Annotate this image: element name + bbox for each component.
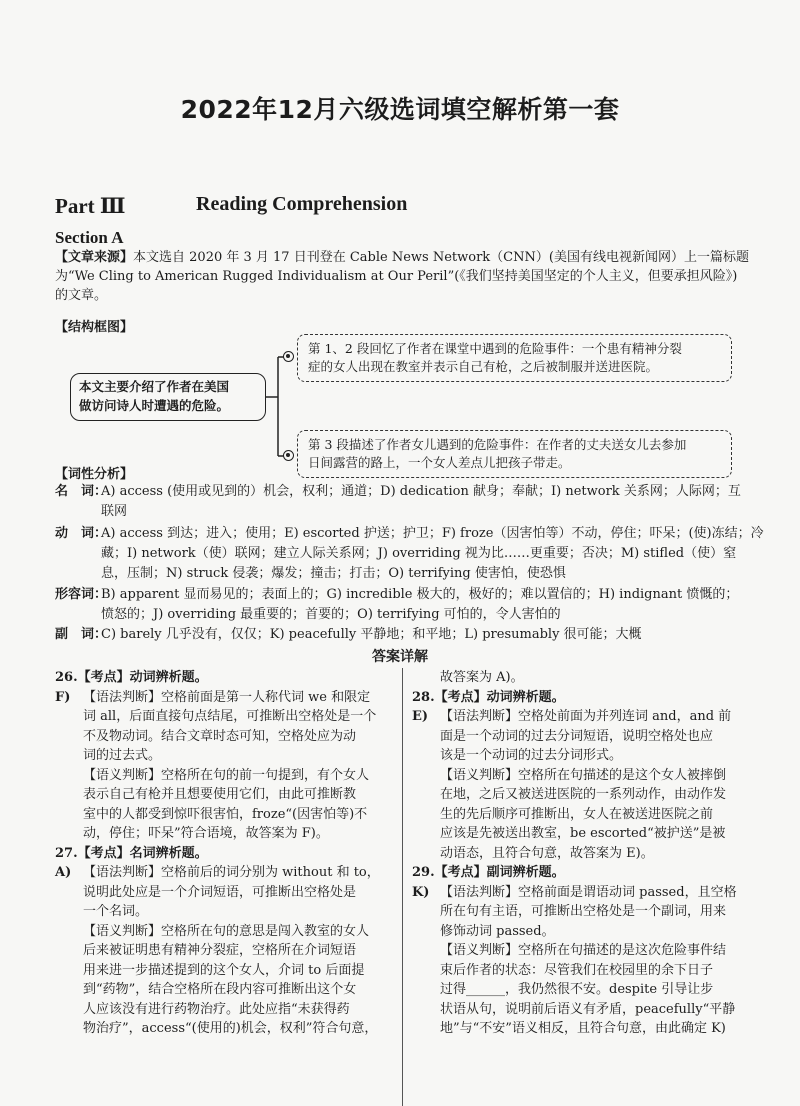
pos-adv	[55, 625, 775, 645]
pos-noun	[55, 482, 775, 522]
q29-head: 29.【考点】副词辨析题。	[412, 865, 565, 880]
q27-line: 人应该没有进行药物治疗。此处应指“未获得药	[83, 1001, 350, 1017]
box2-line-1: 第 3 段描述了作者女儿遇到的危险事件：在作者的丈夫送女儿去参加	[308, 437, 687, 452]
q27-end: 故答案为 A)。	[440, 670, 524, 685]
pos-adv-key: 副 词：	[55, 627, 108, 642]
pos-adj-line: B) apparent 显而易见的；表面上的；G) incredible 极大的，极好的；难以置信的；H) indignant 愤慨的；	[101, 587, 739, 602]
box2-line-2: 日间露营的路上，一个女人差点儿把孩子带走。	[308, 455, 571, 470]
q29-answer: K)	[412, 884, 430, 900]
q27-line: 用来进一步描述提到的这个女人，介词 to 后面提	[83, 962, 365, 978]
pos-verb-line: 息，压制；N) struck 侵袭；爆发；撞击；打击；O) terrifying 使害怕，使恐惧	[101, 566, 566, 581]
q26-line: 表示自己有枪并且想要使用它们，由此可推断教	[83, 787, 357, 802]
pos-verb-key: 动 词：	[55, 526, 108, 541]
q28-line: 【语法判断】空格处前面为并列连词 and，and 前	[440, 709, 732, 724]
q28-text	[440, 707, 731, 863]
q27-answer: A)	[55, 865, 72, 880]
pos-tag: 【词性分析】	[55, 467, 134, 482]
pos-adj-key: 形容词：	[55, 587, 108, 602]
q27-line: 一个名词。	[83, 904, 149, 919]
part-label: Part Ⅲ	[55, 194, 126, 218]
q26-line: 室中的人都受到惊吓很害怕，froze“(因害怕等)不	[83, 806, 368, 822]
source-line-1	[55, 248, 755, 267]
q26-answer: F)	[55, 689, 71, 705]
part-name: Reading Comprehension	[196, 193, 408, 215]
answers-heading: 答案详解	[372, 649, 428, 665]
pos-noun-line: 联网	[101, 504, 128, 519]
pos-noun-line: A) access (使用或见到的）机会，权利；通道；D) dedication 献身；奉献；I) network 关系网；人际网；互	[101, 484, 741, 499]
q29-line: 过得______，我仍然很不安。despite 引导让步	[440, 982, 714, 997]
q29-line: 修饰动词 passed。	[440, 923, 555, 939]
q29-line: 【语义判断】空格所在句描述的是这次危险事件结	[440, 943, 727, 958]
q29-body	[412, 883, 757, 1039]
pos-adj-text	[101, 585, 773, 625]
q28-line: 面是一个动词的过去分词短语，说明空格处也应	[440, 728, 714, 744]
q27-line: 【语法判断】空格前后的词分别为 without 和 to，	[83, 865, 380, 880]
bullet-icon	[283, 351, 294, 362]
q28-answer: E)	[412, 709, 429, 724]
pos-verb-text	[101, 524, 773, 584]
q26-line: 词的过去式。	[83, 748, 162, 763]
right-column	[412, 668, 757, 1039]
q29-line: 束后作者的状态：尽管我们在校园里的余下日子	[440, 962, 714, 978]
q28-body	[412, 707, 757, 863]
structure-tag: 【结构框图】	[55, 320, 134, 335]
pos-verb	[55, 524, 775, 584]
q28-line: 在地，之后又被送进医院的一系列动作，由动作发	[440, 787, 727, 802]
pos-verb-line: A) access 到达；进入；使用；E) escorted 护送；护卫；F) froze（因害怕等）不动，停住；吓呆；(使)冻结；冷	[101, 526, 764, 541]
q28-head: 28.【考点】动词辨析题。	[412, 689, 565, 705]
source-tag: 【文章来源】	[55, 250, 134, 265]
q28-line: 应该是先被送出教室，be escorted“被护送”是被	[440, 826, 726, 841]
source-line-2: 为“We Cling to American Rugged Individualism at Our Peril”(《我们坚持美国坚定的个人主义，但要承担风险》)	[55, 269, 738, 284]
q26-line: 动，停住；吓呆”符合语境，故答案为 F)。	[83, 826, 329, 841]
q26-line: 不及物动词。结合文章时态可知，空格处应为动	[83, 728, 357, 744]
source-line-3: 的文章。	[55, 288, 108, 303]
section-label: Section A	[55, 228, 124, 247]
q27-body	[55, 863, 395, 1039]
page-title: 2022年12月六级选词填空解析第一套	[180, 95, 620, 124]
q26-text	[83, 688, 376, 844]
left-column	[55, 668, 395, 1039]
q27-line: 后来被证明患有精神分裂症，空格所在介词短语	[83, 943, 357, 958]
pos-adv-line: C) barely 几乎没有，仅仅；K) peacefully 平静地；和平地；L) presumably 很可能；大概	[101, 627, 642, 642]
q27-line: 说明此处应是一个介词短语，可推断出空格处是	[83, 884, 357, 900]
box1-line-1: 第 1、2 段回忆了作者在课堂中遇到的危险事件：一个患有精神分裂	[308, 341, 682, 356]
q29-line: 地”与“不安”语义相反，且符合句意，由此确定 K)	[440, 1021, 726, 1036]
q27-line: 到“药物”，结合空格所在段内容可推断出这个女	[83, 982, 357, 997]
q26-line: 词 all，后面直接句点结尾，可推断出空格处是一个	[83, 709, 377, 724]
q28-line: 生的先后顺序可推断出，女人在被送进医院之前	[440, 806, 714, 822]
q27-text	[83, 863, 380, 1039]
structure-box-1	[297, 334, 732, 382]
q27-line: 【语义判断】空格所在句的意思是闯入教室的女人	[83, 923, 370, 939]
center-line-2: 做访问诗人时遭遇的危险。	[79, 398, 230, 413]
q28-line: 该是一个动词的过去分词形式。	[440, 748, 623, 763]
structure-box-2	[297, 430, 732, 478]
bullet-icon	[283, 450, 294, 461]
source-text-1: 本文选自 2020 年 3 月 17 日刊登在 Cable News Network（CNN）(美国有线电视新闻网）上一篇标题	[133, 250, 749, 265]
box1-line-2: 症的女人出现在教室并表示自己有枪，之后被制服并送进医院。	[308, 359, 659, 374]
pos-noun-text	[101, 482, 773, 522]
q29-line: 【语法判断】空格前面是谓语动词 passed，且空格	[440, 884, 737, 900]
pos-adv-text	[101, 625, 773, 645]
q27-line: 物治疗”，access“(使用的)机会，权利”符合句意，	[83, 1021, 378, 1036]
pos-verb-line: 藏；I) network（使）联网；建立人际关系网；J) overriding 视为比……更重要；否决；M) stifled（使）窒	[101, 546, 737, 561]
q28-line: 【语义判断】空格所在句描述的是这个女人被摔倒	[440, 767, 727, 783]
center-line-1: 本文主要介绍了作者在美国	[79, 379, 230, 394]
pos-noun-key: 名 词：	[55, 484, 108, 499]
column-divider	[402, 668, 403, 1106]
pos-adj	[55, 585, 775, 625]
q29-text	[440, 883, 737, 1039]
structure-center-box	[70, 373, 266, 421]
q26-body	[55, 688, 395, 844]
q28-line: 动语态，且符合句意，故答案为 E)。	[440, 845, 654, 861]
q26-line: 【语法判断】空格前面是第一人称代词 we 和限定	[83, 689, 371, 705]
pos-adj-line: 愤怒的；J) overriding 最重要的；首要的；O) terrifying 可怕的，令人害怕的	[101, 607, 561, 622]
q26-head: 26.【考点】动词辨析题。	[55, 670, 208, 685]
q29-line: 所在句有主语，可推断出空格处是一个副词，用来	[440, 904, 727, 919]
q29-line: 状语从句，说明前后语义有矛盾，peacefully“平静	[440, 1001, 736, 1017]
q26-line: 【语义判断】空格所在句的前一句提到，有个女人	[83, 767, 370, 783]
q27-head: 27.【考点】名词辨析题。	[55, 845, 208, 861]
